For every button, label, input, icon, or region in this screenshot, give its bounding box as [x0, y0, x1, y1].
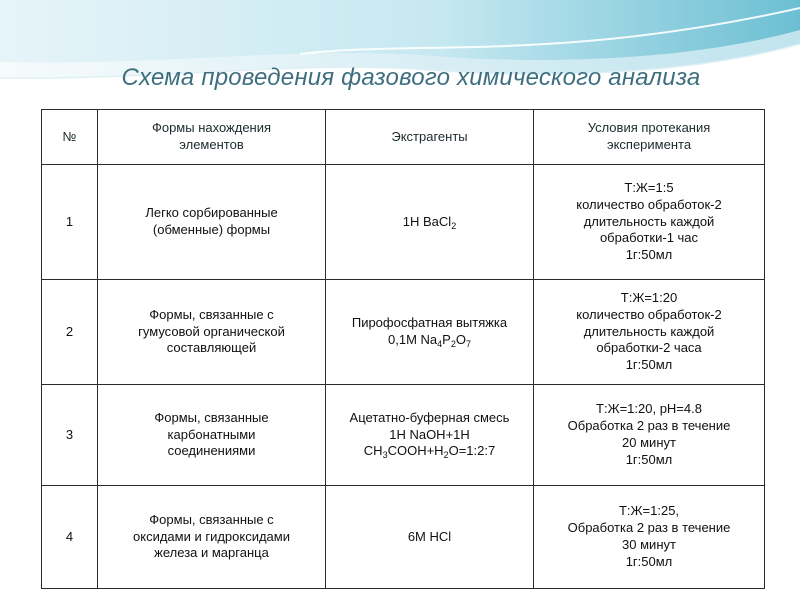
table-row: [42, 385, 765, 486]
conditions-column-header: Условия протекания эксперимента: [534, 110, 765, 165]
table-header-row: [42, 110, 765, 165]
element-forms-cell: Легко сорбированные (обменные) формы: [98, 165, 326, 280]
number-column-header: №: [42, 110, 98, 165]
table-row: [42, 280, 765, 385]
header-wave-decoration: [0, 0, 800, 110]
element-forms-cell: Формы, связанные с гумусовой органической составляющей: [98, 280, 326, 385]
row-number: 1: [42, 165, 98, 280]
conditions-cell: Т:Ж=1:5 количество обработок-2 длительность каждой обработки-1 час 1г:50мл: [534, 165, 765, 280]
conditions-cell: Т:Ж=1:25, Обработка 2 раз в течение 30 минут 1г:50мл: [534, 486, 765, 589]
extractants-column-header: Экстрагенты: [326, 110, 534, 165]
row-number: 3: [42, 385, 98, 486]
row-number: 4: [42, 486, 98, 589]
extractant-cell: 6М HCl: [326, 486, 534, 589]
extractant-cell: Пирофосфатная вытяжка 0,1М $Na_4P_2O_7$: [326, 280, 534, 385]
analysis-table: [41, 109, 765, 589]
extractant-cell: Ацетатно-буферная смесь 1Н NaOH+1Н $CH_3COOH+H_2O=1:2:7$: [326, 385, 534, 486]
row-number: 2: [42, 280, 98, 385]
element-forms-cell: Формы, связанные с оксидами и гидроксидами железа и марганца: [98, 486, 326, 589]
forms-column-header: Формы нахождения элементов: [98, 110, 326, 165]
table-row: [42, 165, 765, 280]
extractant-cell: 1Н BaCl$_2$: [326, 165, 534, 280]
conditions-cell: Т:Ж=1:20, рН=4.8 Обработка 2 раз в течение 20 минут 1г:50мл: [534, 385, 765, 486]
slide-title: Схема проведения фазового химического анализа: [121, 64, 701, 91]
conditions-cell: Т:Ж=1:20 количество обработок-2 длительность каждой обработки-2 часа 1г:50мл: [534, 280, 765, 385]
table-row: [42, 486, 765, 589]
element-forms-cell: Формы, связанные карбонатными соединениями: [98, 385, 326, 486]
